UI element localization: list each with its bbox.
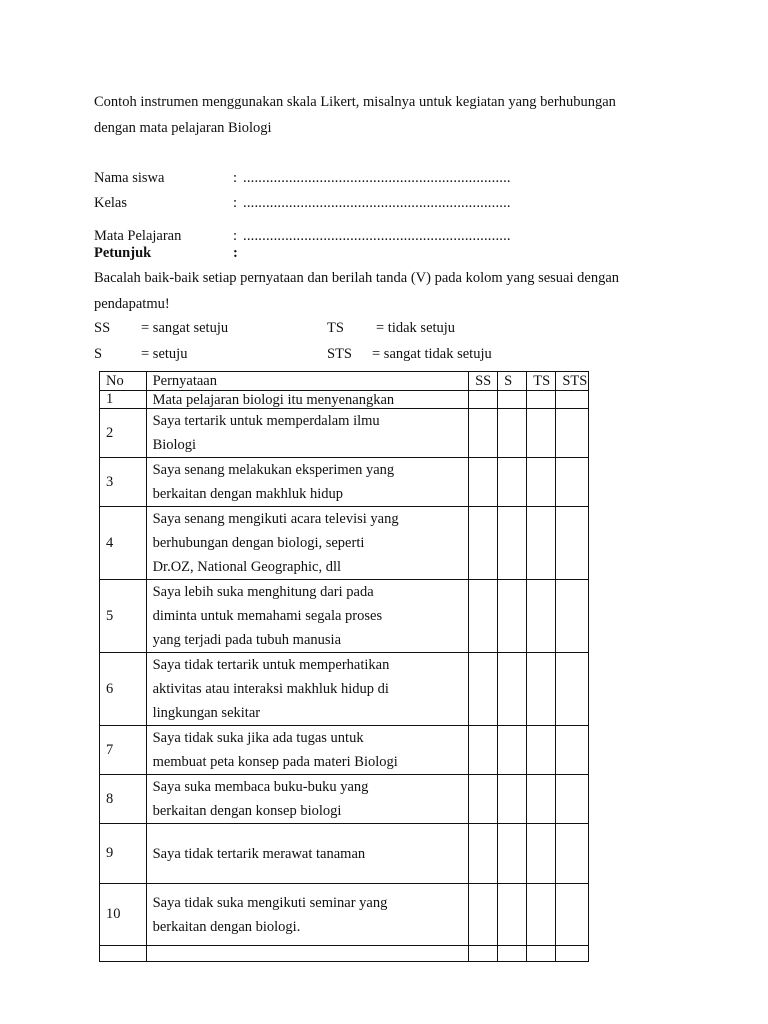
legend-ss-code: SS	[94, 320, 111, 336]
statement-line: membuat peta konsep pada materi Biologi	[152, 754, 398, 770]
response-cell-sts[interactable]	[556, 458, 589, 507]
response-cell-s[interactable]	[498, 824, 527, 884]
response-cell-ss[interactable]	[469, 775, 498, 824]
class-label: Kelas	[94, 195, 128, 211]
statement-cell	[146, 775, 469, 824]
header-ts: TS	[527, 372, 556, 391]
statement-line: Saya senang mengikuti acara televisi yang	[152, 511, 399, 527]
statement-line: Saya senang melakukan eksperimen yang	[152, 462, 395, 478]
statement-line: Saya tidak tertarik untuk memperhatikan	[152, 657, 390, 673]
table-row	[100, 946, 589, 962]
response-cell-s[interactable]	[498, 946, 527, 962]
statement-line: Biologi	[152, 437, 197, 453]
legend-ts-code: TS	[327, 320, 344, 336]
row-number: 10	[100, 884, 147, 946]
statement-line: Saya tidak tertarik merawat tanaman	[152, 845, 366, 862]
statement-line: aktivitas atau interaksi makhluk hidup di	[152, 681, 389, 697]
response-cell-ts[interactable]	[527, 884, 556, 946]
header-s: S	[498, 372, 527, 391]
statement-line: lingkungan sekitar	[152, 705, 261, 721]
header-ss: SS	[469, 372, 498, 391]
response-cell-s[interactable]	[498, 409, 527, 458]
response-cell-s[interactable]	[498, 507, 527, 580]
class-field[interactable]: ......................................................................	[243, 195, 511, 211]
subject-field[interactable]: ......................................................................	[243, 228, 511, 244]
response-cell-s[interactable]	[498, 653, 527, 726]
response-cell-ts[interactable]	[527, 946, 556, 962]
table-row	[100, 884, 589, 946]
response-cell-s[interactable]	[498, 580, 527, 653]
response-cell-sts[interactable]	[556, 824, 589, 884]
statement-line: Saya tertarik untuk memperdalam ilmu	[152, 413, 380, 429]
row-number: 7	[100, 726, 147, 775]
header-statement: Pernyataan	[146, 372, 469, 391]
row-number: 5	[100, 580, 147, 653]
table-row	[100, 391, 589, 409]
statement-cell	[146, 884, 469, 946]
legend-sts-meaning: = sangat tidak setuju	[372, 346, 492, 362]
legend-ts-meaning: = tidak setuju	[376, 320, 456, 336]
statement-cell	[146, 507, 469, 580]
statement-line: Saya lebih suka menghitung dari pada	[152, 584, 374, 600]
statement-line: Mata pelajaran biologi itu menyenangkan	[152, 391, 395, 408]
statement-cell	[146, 653, 469, 726]
name-label: Nama siswa	[94, 170, 165, 186]
response-cell-ts[interactable]	[527, 775, 556, 824]
legend-ss-meaning: = sangat setuju	[141, 320, 229, 336]
legend-s-code: S	[94, 346, 103, 362]
header-sts: STS	[556, 372, 589, 391]
response-cell-sts[interactable]	[556, 775, 589, 824]
statement-cell	[146, 726, 469, 775]
intro-line-1: Contoh instrumen menggunakan skala Likert, misalnya untuk kegiatan yang berhubungan	[94, 94, 616, 110]
class-colon: :	[233, 195, 238, 211]
row-number: 3	[100, 458, 147, 507]
statement-line: Dr.OZ, National Geographic, dll	[152, 559, 342, 575]
statement-line: Saya tidak suka jika ada tugas untuk	[152, 730, 364, 746]
statement-cell	[146, 946, 469, 962]
row-number: 2	[100, 409, 147, 458]
table-row	[100, 726, 589, 775]
row-number: 8	[100, 775, 147, 824]
response-cell-ss[interactable]	[469, 726, 498, 775]
response-cell-sts[interactable]	[556, 391, 589, 409]
statement-cell	[146, 391, 469, 409]
name-field[interactable]: ......................................................................	[243, 170, 511, 186]
petunjuk-colon: :	[233, 245, 238, 261]
response-cell-ts[interactable]	[527, 409, 556, 458]
likert-table	[99, 371, 589, 962]
row-number: 6	[100, 653, 147, 726]
statement-line: Saya tidak suka mengikuti seminar yang	[152, 894, 388, 911]
response-cell-s[interactable]	[498, 391, 527, 409]
response-cell-ts[interactable]	[527, 507, 556, 580]
table-row	[100, 653, 589, 726]
response-cell-s[interactable]	[498, 458, 527, 507]
subject-label: Mata Pelajaran	[94, 228, 182, 244]
response-cell-sts[interactable]	[556, 507, 589, 580]
table-row	[100, 507, 589, 580]
instruction-line-1: Bacalah baik-baik setiap pernyataan dan berilah tanda (V) pada kolom yang sesuai dengan	[94, 270, 620, 286]
response-cell-sts[interactable]	[556, 946, 589, 962]
response-cell-ss[interactable]	[469, 946, 498, 962]
statement-cell	[146, 458, 469, 507]
row-number: 4	[100, 507, 147, 580]
statement-line: berkaitan dengan makhluk hidup	[152, 486, 344, 502]
subject-colon: :	[233, 228, 238, 244]
intro-line-2: dengan mata pelajaran Biologi	[94, 120, 272, 136]
response-cell-ts[interactable]	[527, 653, 556, 726]
statement-line: berkaitan dengan konsep biologi	[152, 803, 342, 819]
response-cell-s[interactable]	[498, 884, 527, 946]
table-row	[100, 409, 589, 458]
response-cell-ss[interactable]	[469, 409, 498, 458]
response-cell-ts[interactable]	[527, 458, 556, 507]
table-row	[100, 580, 589, 653]
response-cell-ts[interactable]	[527, 391, 556, 409]
statement-line: diminta untuk memahami segala proses	[152, 608, 383, 624]
response-cell-ss[interactable]	[469, 458, 498, 507]
row-number: 9	[100, 824, 147, 884]
statement-cell	[146, 580, 469, 653]
statement-line: Saya suka membaca buku-buku yang	[152, 779, 369, 795]
response-cell-ts[interactable]	[527, 726, 556, 775]
response-cell-ss[interactable]	[469, 884, 498, 946]
response-cell-ss[interactable]	[469, 653, 498, 726]
response-cell-sts[interactable]	[556, 653, 589, 726]
legend-sts-code: STS	[327, 346, 352, 362]
table-row	[100, 824, 589, 884]
header-no: No	[100, 372, 147, 391]
response-cell-ts[interactable]	[527, 824, 556, 884]
instruction-line-2: pendapatmu!	[94, 296, 170, 312]
statement-line: berhubungan dengan biologi, seperti	[152, 535, 365, 551]
response-cell-ts[interactable]	[527, 580, 556, 653]
response-cell-ss[interactable]	[469, 391, 498, 409]
statement-cell	[146, 409, 469, 458]
statement-cell	[146, 824, 469, 884]
response-cell-s[interactable]	[498, 775, 527, 824]
table-row	[100, 458, 589, 507]
response-cell-s[interactable]	[498, 726, 527, 775]
row-number: 1	[100, 391, 147, 409]
statement-line: berkaitan dengan biologi.	[152, 918, 301, 935]
response-cell-sts[interactable]	[556, 884, 589, 946]
response-cell-sts[interactable]	[556, 409, 589, 458]
name-colon: :	[233, 170, 238, 186]
legend-s-meaning: = setuju	[141, 346, 188, 362]
petunjuk-label: Petunjuk	[94, 245, 152, 261]
response-cell-ss[interactable]	[469, 824, 498, 884]
table-row	[100, 775, 589, 824]
response-cell-ss[interactable]	[469, 507, 498, 580]
response-cell-ss[interactable]	[469, 580, 498, 653]
response-cell-sts[interactable]	[556, 726, 589, 775]
row-number	[100, 946, 147, 962]
response-cell-sts[interactable]	[556, 580, 589, 653]
table-header-row	[100, 372, 589, 391]
statement-line: yang terjadi pada tubuh manusia	[152, 632, 342, 648]
